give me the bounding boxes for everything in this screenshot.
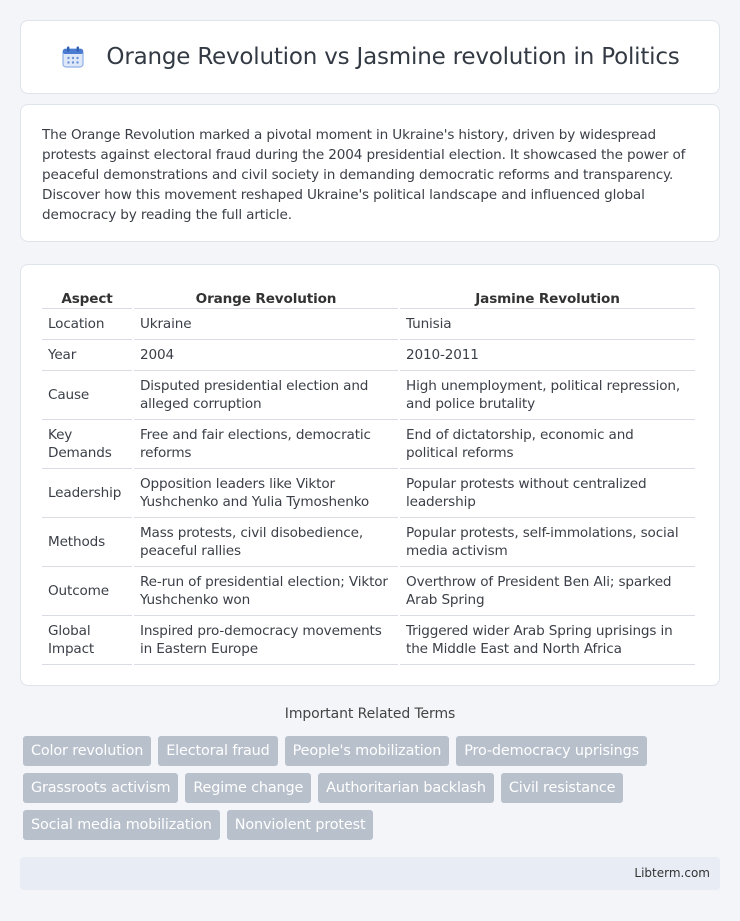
header <box>21 21 719 93</box>
intro-paragraph: The Orange Revolution marked a pivotal moment in Ukraine's history, driven by widespread protests against electoral fraud during the 2004 presidential election. It showcased the power of peaceful demonstrations and civil society in demanding democratic reforms and transparency. Discover how this movement reshaped Ukraine's political landscape and influenced global democracy by reading the full article. <box>42 127 686 223</box>
jasmine-cell: End of dictatorship, economic and political reforms <box>400 420 695 469</box>
table-row <box>42 616 695 665</box>
term-chip-pro-democracy-uprisings[interactable]: Pro-democracy uprisings <box>456 736 647 766</box>
orange-cell: Free and fair elections, democratic reforms <box>134 420 398 469</box>
orange-cell: Disputed presidential election and alleged corruption <box>134 371 398 420</box>
table-row <box>42 567 695 616</box>
aspect-cell: Location <box>42 309 132 340</box>
header-card <box>20 20 720 94</box>
related-terms-list <box>20 736 720 840</box>
table-row <box>42 371 695 420</box>
column-header-aspect: Aspect <box>42 285 132 309</box>
jasmine-cell: Popular protests, self-immolations, social media activism <box>400 518 695 567</box>
intro-card <box>20 104 720 242</box>
page-title: Orange Revolution vs Jasmine revolution in Politics <box>106 44 680 70</box>
orange-cell: Ukraine <box>134 309 398 340</box>
aspect-cell: Key Demands <box>42 420 132 469</box>
term-chip-grassroots-activism[interactable]: Grassroots activism <box>23 773 178 803</box>
aspect-cell: Cause <box>42 371 132 420</box>
column-header-orange-revolution: Orange Revolution <box>134 285 398 309</box>
aspect-cell: Year <box>42 340 132 371</box>
jasmine-cell: Tunisia <box>400 309 695 340</box>
term-chip-social-media-mobilization[interactable]: Social media mobilization <box>23 810 220 840</box>
term-chip-authoritarian-backlash[interactable]: Authoritarian backlash <box>318 773 494 803</box>
term-chip-civil-resistance[interactable]: Civil resistance <box>501 773 624 803</box>
table-row <box>42 518 695 567</box>
footer-site-link[interactable]: Libterm.com <box>634 866 710 880</box>
orange-cell: Re-run of presidential election; Viktor Yushchenko won <box>134 567 398 616</box>
table-row <box>42 309 695 340</box>
comparison-table <box>40 285 697 665</box>
related-terms-section <box>20 706 720 840</box>
term-chip-color-revolution[interactable]: Color revolution <box>23 736 151 766</box>
aspect-cell: Global Impact <box>42 616 132 665</box>
related-terms-heading: Important Related Terms <box>284 706 456 722</box>
comparison-card <box>20 264 720 686</box>
footer <box>20 857 720 890</box>
aspect-cell: Methods <box>42 518 132 567</box>
table-header-row <box>42 285 695 309</box>
jasmine-cell: Triggered wider Arab Spring uprisings in the Middle East and North Africa <box>400 616 695 665</box>
orange-cell: Mass protests, civil disobedience, peaceful rallies <box>134 518 398 567</box>
table-row <box>42 340 695 371</box>
term-chip-regime-change[interactable]: Regime change <box>185 773 311 803</box>
calendar-icon <box>60 44 86 70</box>
orange-cell: Inspired pro-democracy movements in Eastern Europe <box>134 616 398 665</box>
aspect-cell: Outcome <box>42 567 132 616</box>
term-chip-electoral-fraud[interactable]: Electoral fraud <box>158 736 277 766</box>
term-chip-nonviolent-protest[interactable]: Nonviolent protest <box>227 810 374 840</box>
aspect-cell: Leadership <box>42 469 132 518</box>
jasmine-cell: Popular protests without centralized leadership <box>400 469 695 518</box>
orange-cell: Opposition leaders like Viktor Yushchenko and Yulia Tymoshenko <box>134 469 398 518</box>
jasmine-cell: 2010-2011 <box>400 340 695 371</box>
jasmine-cell: High unemployment, political repression, and police brutality <box>400 371 695 420</box>
term-chip-peoples-mobilization[interactable]: People's mobilization <box>285 736 450 766</box>
table-row <box>42 420 695 469</box>
table-row <box>42 469 695 518</box>
column-header-jasmine-revolution: Jasmine Revolution <box>400 285 695 309</box>
jasmine-cell: Overthrow of President Ben Ali; sparked Arab Spring <box>400 567 695 616</box>
orange-cell: 2004 <box>134 340 398 371</box>
